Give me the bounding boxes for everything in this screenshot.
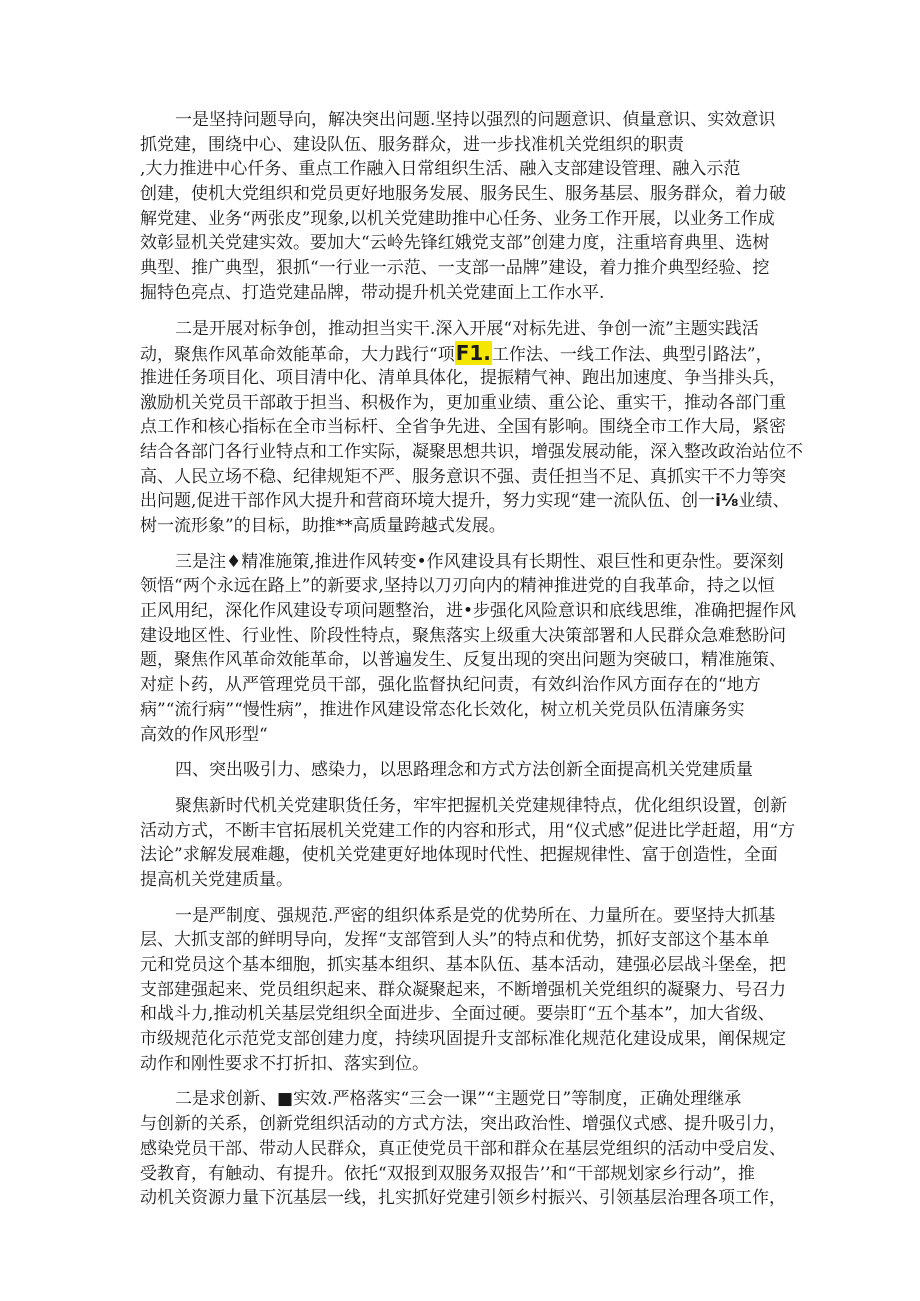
text-line: 与创新的关系，创新党组织活动的方式方法，突出政治性、增强仪式感、提升吸引力， <box>140 1114 786 1135</box>
text-line: ,大力推进中心仟务、重点工作融入日常组织生活、融入支部建设管理、融入示范 <box>140 159 741 180</box>
text-line: 支部建强起来、党员组织起来、群众凝聚起来，不断增强机关党组织的凝聚力、号召力 <box>140 979 786 1000</box>
text-fragment: 业绩、 <box>738 491 790 512</box>
text-line: 病”“流行病”“慢性病”，推进作风建设常态化长效化，树立机关党员队伍清廉务实 <box>140 699 745 720</box>
text-fragment: 动，聚焦作风革命效能革命，大力践行“项 <box>140 345 455 366</box>
text-line: 动机关资源力量下沉基层一线，扎实抓好党建引领乡村振兴、引领基层治理各项工作， <box>140 1188 786 1209</box>
text-line: 解党建、业务“两张皮”现象,以机关党建助推中心任务、业务工作开展，以业务工作成 <box>140 208 775 229</box>
heading-line: 四、突出吸引力、感染力，以思路理念和方式方法创新全面提高机关党建质量 <box>175 760 753 781</box>
text-line: 领悟“两个永远在路上”的新要求,坚持以刀刃向内的精神推进党的自我革命，持之以恒 <box>140 576 775 597</box>
diamond-mark: ♦ <box>226 551 242 572</box>
text-line: 树一流形象”的目标，助推**高质量跨越式发展。 <box>140 516 506 536</box>
text-line: 点工作和核心指标在全市当标杆、全省争先进、全国有影响。围绕全市工作大局，紧密 <box>140 417 786 438</box>
text-line: 二是开展对标争创，推动担当实干.深入开展“对标先进、争创一流”主题实践活 <box>175 318 759 339</box>
text-line: 活动方式，不断丰官拓展机关党建工作的内容和形式，用“仪式感”促进比学赶超，用“方 <box>140 820 796 841</box>
text-line: 高、人民立场不稳、纪律规矩不严、服务意识不强、责任担当不足、真抓实干不力等突 <box>140 466 786 487</box>
text-line: 激励机关党员干部敢于担当、积极作为，更加重业绩、重公论、重实干，推动各部门重 <box>140 392 786 413</box>
text-line: 法论”求解发展难趣，使机关党建更好地体现时代性、把握规律性、富于创造性，全面 <box>140 845 778 866</box>
text-line: 一是坚持问题导向，解决突出问题.坚持以强烈的问题意识、偵量意识、实效意识 <box>175 110 776 130</box>
paragraph-2 <box>140 317 803 539</box>
text-fragment: 出问题,促进干部作风大提升和营商环境大提升，努力实现“建一流队伍、创一 <box>140 491 716 512</box>
text-line: 推进任务项目化、项目清中化、清单具体化，提振精气神、跑出加速度、争当排头兵， <box>140 367 786 388</box>
text-line: 掘特色亮点、打造党建品牌，带动提升机关党建面上工作水平. <box>140 282 605 303</box>
text-line: 和战斗力,推动机关基层党组织全面进步、全面过硬。要崇盯“五个基本”，加大省级、 <box>140 1004 775 1025</box>
text-line <box>140 550 786 575</box>
paragraph-1 <box>140 108 786 306</box>
text-line: 建设地区性、行业性、阶段性特点，聚焦落实上级重大决策部署和人民群众急难愁盼问 <box>140 625 786 646</box>
text-line: 效彰显机关党建实效。要加大“云岭先锋红娥党支部”创建力度，注重培育典里、选树 <box>140 233 770 254</box>
ocr-artifact: i⅛ <box>715 491 739 512</box>
text-line: 市级规范化示范党支部创建力度，持续巩固提升支部标准化规范化建设成果，阐保规定 <box>140 1029 786 1050</box>
paragraph-5 <box>140 904 786 1077</box>
paragraph-3 <box>140 550 797 748</box>
text-line: 提高机关党建质量。 <box>140 869 293 890</box>
text-line: 受教育，有触动、有提升。依托“双报到双服务双报告’’和“干部规划家乡行动”，推 <box>140 1163 755 1184</box>
text-line <box>140 599 797 624</box>
text-fragment: 步强化风险意识和底线思维，准确把握作风 <box>473 601 797 622</box>
text-line <box>140 489 790 514</box>
highlighted-text: F1. <box>455 341 491 366</box>
text-fragment: 正风用纪，深化作风建设专项问题整治，进 <box>140 601 463 622</box>
text-line: 典型、推广典型，狠抓“一行业一示范、一支部一品牌”建设，着力推介典型经验、挖 <box>140 258 770 279</box>
text-fragment: 工作法、一线工作法、典型引路法”， <box>491 345 773 366</box>
text-line: 高效的作风形型“ <box>140 724 268 745</box>
text-line: 聚焦新时代机关党建职货任务，牢牢把握机关党建规律特点，优化组织设置，创新 <box>175 795 787 816</box>
paragraph-6 <box>140 1087 786 1210</box>
text-line: 感染党员干部、带动人民群众，真正使党员干部和群众在基层党组织的活动中受启发、 <box>140 1138 786 1159</box>
text-line: 题，聚焦作风革命效能革命，以普遍发生、反复出现的突出问题为突破口，精准施策、 <box>140 650 786 671</box>
text-line: 抓党建，围绕中心、建设队伍、服务群众，进一步找准机关党组织的职责 <box>140 134 684 155</box>
text-line: 结合各部门各行业特点和工作实际，凝聚思想共识，增强发展动能，深入整改政治站位不 <box>140 441 803 462</box>
text-line: 元和党员这个基本细胞，抓实基本组织、基本队伍、基本活动，建强必层战斗堡垒，把 <box>140 955 786 975</box>
text-line: 层、大抓支部的鲜明导向，发挥“支部管到人头”的特点和优势，抓好支部这个基本单 <box>140 930 770 951</box>
bullet-mark: • <box>463 601 474 622</box>
text-fragment: 二是求创新、 <box>175 1089 277 1110</box>
text-fragment: 实效.严格落实“三会一课”“主题党日”等制度，正确处理继承 <box>293 1089 742 1110</box>
text-line: 创建，使机大党组织和党员更好地服务发展、服务民生、服务基层、服务群众，着力破 <box>140 184 786 205</box>
paragraph-4 <box>140 794 796 893</box>
text-line <box>140 341 786 366</box>
square-mark: ■ <box>277 1089 294 1110</box>
text-line <box>140 1087 786 1112</box>
text-line: 一是严制度、强规范.严密的组织体系是党的优势所在、力量所在。要坚持大抓基 <box>175 905 776 926</box>
text-line: 对症卜药，从严管理党员干部，强化监督执纪问责，有效纠治作风方面存在的“地方 <box>140 675 761 696</box>
text-fragment: 精准施策,推进作风转变•作风建设具有长期性、艰巨性和更杂性。要深刻 <box>241 551 784 572</box>
section-heading <box>140 758 786 783</box>
text-fragment: 三是注 <box>175 551 226 572</box>
document-page <box>140 108 803 1211</box>
text-line: 动作和刚性要求不打折扣、落实到位。 <box>140 1053 429 1074</box>
